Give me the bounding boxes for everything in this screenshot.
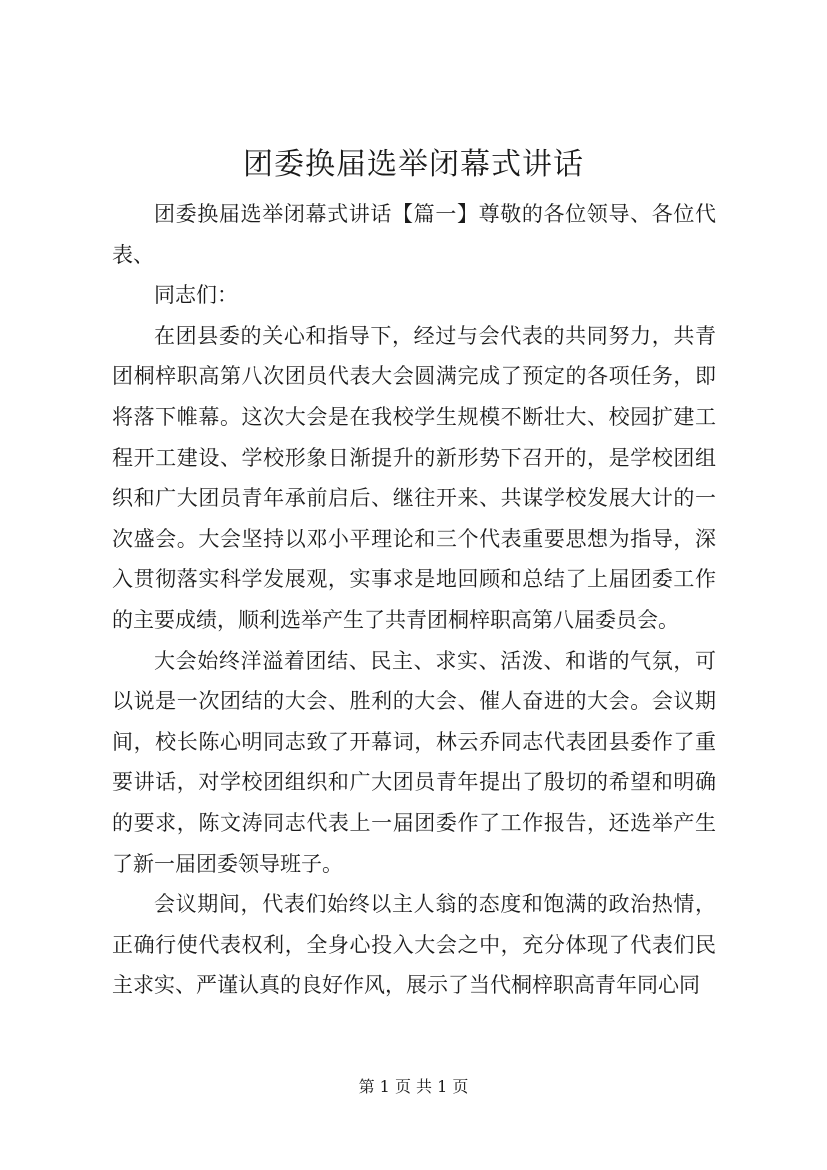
- paragraph-5: 会议期间，代表们始终以主人翁的态度和饱满的政治热情，正确行使代表权利，全身心投入大会之中，充分体现了代表们民主求实、严谨认真的良好作风，展示了当代桐梓职高青年同心同: [112, 892, 716, 998]
- page-footer: 第 1 页 共 1 页: [358, 1077, 469, 1096]
- paragraph-4: 大会始终洋溢着团结、民主、求实、活泼、和谐的气氛，可以说是一次团结的大会、胜利的大会、催人奋进的大会。会议期间，校长陈心明同志致了开幕词，林云乔同志代表团县委作了重要讲话，对学校团组织和广大团员青年提出了殷切的希望和明确的要求，陈文涛同志代表上一届团委作了工作报告，还选举产生了新一届团委领导班子。: [112, 648, 716, 876]
- paragraph-2: 同志们：: [154, 283, 238, 308]
- document-title: 团委换届选举闭幕式讲话: [243, 147, 584, 182]
- paragraph-3: 在团县委的关心和指导下，经过与会代表的共同努力，共青团桐梓职高第八次团员代表大会圆满完成了预定的各项任务，即将落下帷幕。这次大会是在我校学生规模不断壮大、校园扩建工程开工建设、学校形象日渐提升的新形势下召开的，是学校团组织和广大团员青年承前启后、继往开来、共谋学校发展大计的一次盛会。大会坚持以邓小平理论和三个代表重要思想为指导，深入贯彻落实科学发展观，实事求是地回顾和总结了上届团委工作的主要成绩，顺利选举产生了共青团桐梓职高第八届委员会。: [112, 323, 716, 632]
- document-body: [112, 194, 716, 1006]
- paragraph-1: 团委换届选举闭幕式讲话【篇一】尊敬的各位领导、各位代表、: [112, 202, 716, 267]
